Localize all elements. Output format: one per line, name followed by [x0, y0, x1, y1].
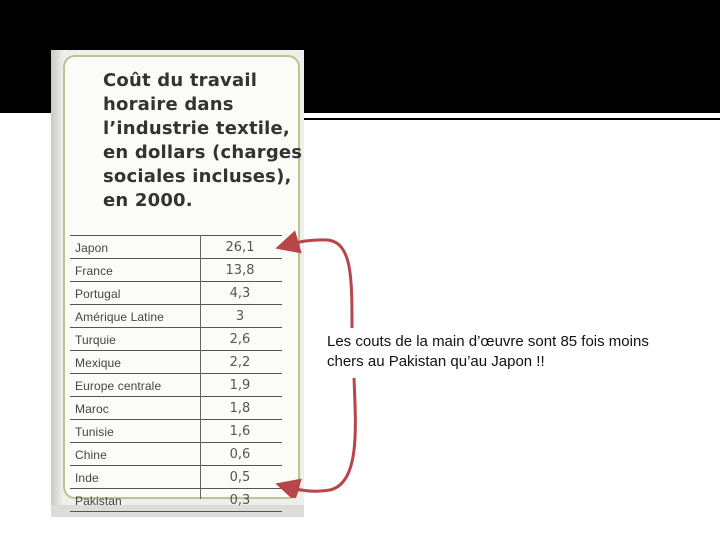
- country-cell: Inde: [75, 471, 99, 485]
- country-cell: Japon: [75, 241, 109, 255]
- table-row: [70, 466, 282, 489]
- country-cell: Chine: [75, 448, 107, 462]
- country-cell: Europe centrale: [75, 379, 162, 393]
- value-cell: 1,9: [229, 378, 251, 393]
- value-cell: 13,8: [225, 263, 255, 278]
- value-cell: 1,8: [229, 401, 251, 416]
- header-rule-line: [290, 118, 720, 120]
- table-row: [70, 420, 282, 443]
- country-cell: Turquie: [75, 333, 116, 347]
- card-title-line-4: en dollars (charges: [103, 142, 303, 163]
- country-cell: Maroc: [75, 402, 109, 416]
- table-row: [70, 328, 282, 351]
- value-cell: 1,6: [229, 424, 251, 439]
- value-cell: 2,2: [229, 355, 251, 370]
- country-cell: Pakistan: [75, 494, 122, 508]
- table-row: [70, 443, 282, 466]
- table-row: [70, 397, 282, 420]
- card-title-line-6: en 2000.: [103, 190, 193, 211]
- card-title-line-1: Coût du travail: [103, 70, 258, 91]
- annotation-text: Les couts de la main d’œuvre sont 85 fois moins chers au Pakistan qu’au Japon !!: [327, 333, 649, 370]
- scan-left-shadow: [51, 50, 63, 517]
- table-row: [70, 305, 282, 328]
- value-cell: 2,6: [229, 332, 251, 347]
- card-title-line-2: horaire dans: [103, 94, 234, 115]
- country-cell: Amérique Latine: [75, 310, 164, 324]
- value-cell: 26,1: [225, 240, 255, 255]
- table-row: [70, 259, 282, 282]
- table-row: [70, 235, 282, 259]
- card-title-line-3: l’industrie textile,: [103, 118, 290, 139]
- value-cell: 4,3: [229, 286, 251, 301]
- country-cell: Portugal: [75, 287, 121, 301]
- table-row: [70, 374, 282, 397]
- country-cell: Mexique: [75, 356, 122, 370]
- value-cell: 0,5: [229, 470, 251, 485]
- table-column-divider: [200, 235, 201, 499]
- value-cell: 0,6: [229, 447, 251, 462]
- table-row: [70, 489, 282, 512]
- value-cell: 3: [235, 309, 245, 324]
- cost-table: [70, 235, 282, 512]
- table-row: [70, 282, 282, 305]
- country-cell: Tunisie: [75, 425, 114, 439]
- value-cell: 0,3: [229, 493, 251, 508]
- card-title-line-5: sociales incluses),: [103, 166, 292, 187]
- country-cell: France: [75, 264, 113, 278]
- table-row: [70, 351, 282, 374]
